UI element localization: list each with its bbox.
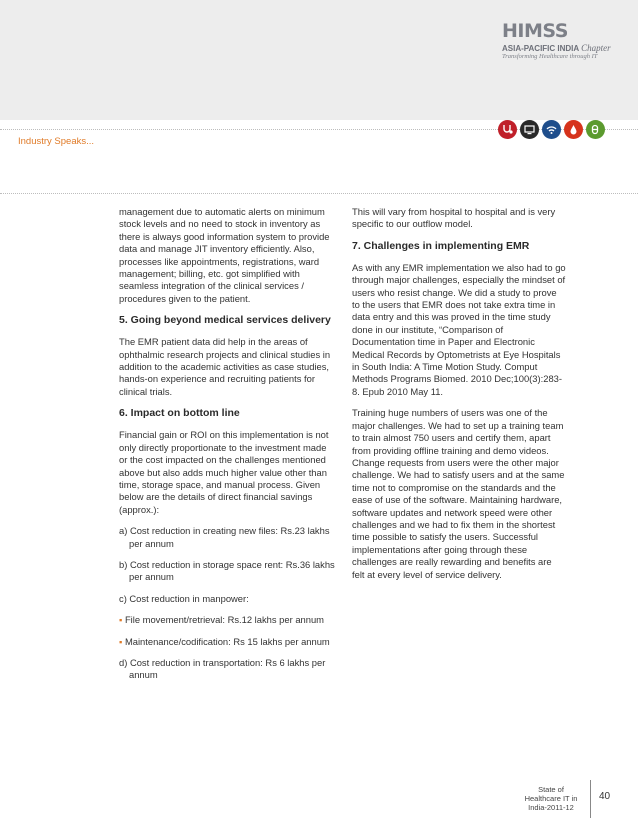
heading-5: 5. Going beyond medical services delivery bbox=[119, 314, 331, 327]
logo-tagline: Transforming Healthcare through IT bbox=[502, 53, 598, 60]
pill-icon bbox=[586, 120, 605, 139]
bullet-text: File movement/retrieval: Rs.12 lakhs per annum bbox=[124, 614, 324, 626]
left-column bbox=[119, 206, 336, 691]
heading-6: 6. Impact on bottom line bbox=[119, 407, 240, 420]
logo-text bbox=[502, 20, 622, 42]
paragraph: Financial gain or ROI on this implementation is not only directly proportionate to the investment made or the cost impacted on the challenges mentioned above but also adds much higher value other than time, storage space, and manual process. Given below are the details of direct financial savings (approx.): bbox=[119, 429, 329, 515]
page-number: 40 bbox=[599, 791, 611, 802]
category-icons bbox=[498, 120, 605, 139]
heading-7: 7. Challenges in implementing EMR bbox=[352, 239, 530, 252]
paragraph: The EMR patient data did help in the areas of ophthalmic research projects and clinical studies in addition to the academic activities as case studies, hands-on experience and recruiting patients for clinical trials. bbox=[119, 336, 331, 397]
stethoscope-icon bbox=[498, 120, 517, 139]
list-item-b: b) Cost reduction in storage space rent: Rs.36 lakhs per annum bbox=[119, 558, 335, 583]
logo-wordmark: HIMSS bbox=[502, 20, 568, 42]
himss-logo bbox=[502, 20, 622, 60]
bullet-item bbox=[119, 636, 336, 648]
footer-divider bbox=[590, 780, 591, 818]
footer-publication bbox=[520, 785, 582, 812]
paragraph: This will vary from hospital to hospital and is very specific to our outflow model. bbox=[352, 206, 556, 230]
paragraph: As with any EMR implementation we also had to go through major challenges, especially the mindset of users who resist change. We did a study to prove to the users that EMR does not take extra time in data entry and this was proved in the time study done in our institute, “Comparison of Documentation time in Paper and Electronic Medical Records by Optometrists at Eye Hospitals in South India: A Time Motion Study. Comput Methods Programs Biomed. 2010 Dec;100(3):283-8. Epub 2010 May 11. bbox=[352, 261, 566, 397]
bullet-icon: ▪ bbox=[119, 614, 123, 626]
paragraph: Training huge numbers of users was one of the major challenges. We had to set up a training team to train almost 750 users and certify them, apart from providing offline training and demo videos. Change requests from users were the other major challenge. We had to satisfy users and at the same time not to compromise on the standards and the ease of use of the software. Maintaining hardware, software updates and network speed were other challenges and we had to fix them in the shortest time possible to satisfy the users. Successful implementations after going through these challenges are really rewarding and benefits are felt at every level of service delivery. bbox=[352, 407, 565, 580]
footer-line-3: India-2011-12 bbox=[528, 803, 574, 812]
logo-subtitle-chapter: Chapter bbox=[581, 43, 611, 53]
footer-line-1: State of bbox=[538, 785, 564, 794]
footer-line-2: Healthcare IT in bbox=[524, 794, 578, 803]
list-item-d: d) Cost reduction in transportation: Rs 6 lakhs per annum bbox=[119, 656, 326, 681]
logo-subtitle bbox=[502, 43, 622, 53]
list-item-c: c) Cost reduction in manpower: bbox=[119, 592, 249, 604]
logo-subtitle-text: ASIA-PACIFIC INDIA bbox=[502, 44, 579, 53]
right-column bbox=[352, 206, 566, 590]
header-band bbox=[0, 0, 638, 120]
wifi-icon bbox=[542, 120, 561, 139]
list-item-a: a) Cost reduction in creating new files: Rs.23 lakhs per annum bbox=[119, 525, 330, 549]
bullet-item bbox=[119, 614, 336, 626]
divider-bottom bbox=[0, 193, 638, 194]
paragraph: management due to automatic alerts on minimum stock levels and no need to stock in inventory as there is always good information system to provide data and manage JIT inventory efficiently. Also, processes like appointments, registrations, ward management; billing, etc. got simplified with seamless integration of the clinical services / procedures given to the patient. bbox=[119, 206, 330, 304]
section-label: Industry Speaks... bbox=[18, 136, 95, 147]
bullet-icon: ▪ bbox=[119, 635, 123, 647]
monitor-icon bbox=[520, 120, 539, 139]
bullet-text: Maintenance/codification: Rs 15 lakhs per annum bbox=[124, 635, 330, 647]
drop-icon bbox=[564, 120, 583, 139]
